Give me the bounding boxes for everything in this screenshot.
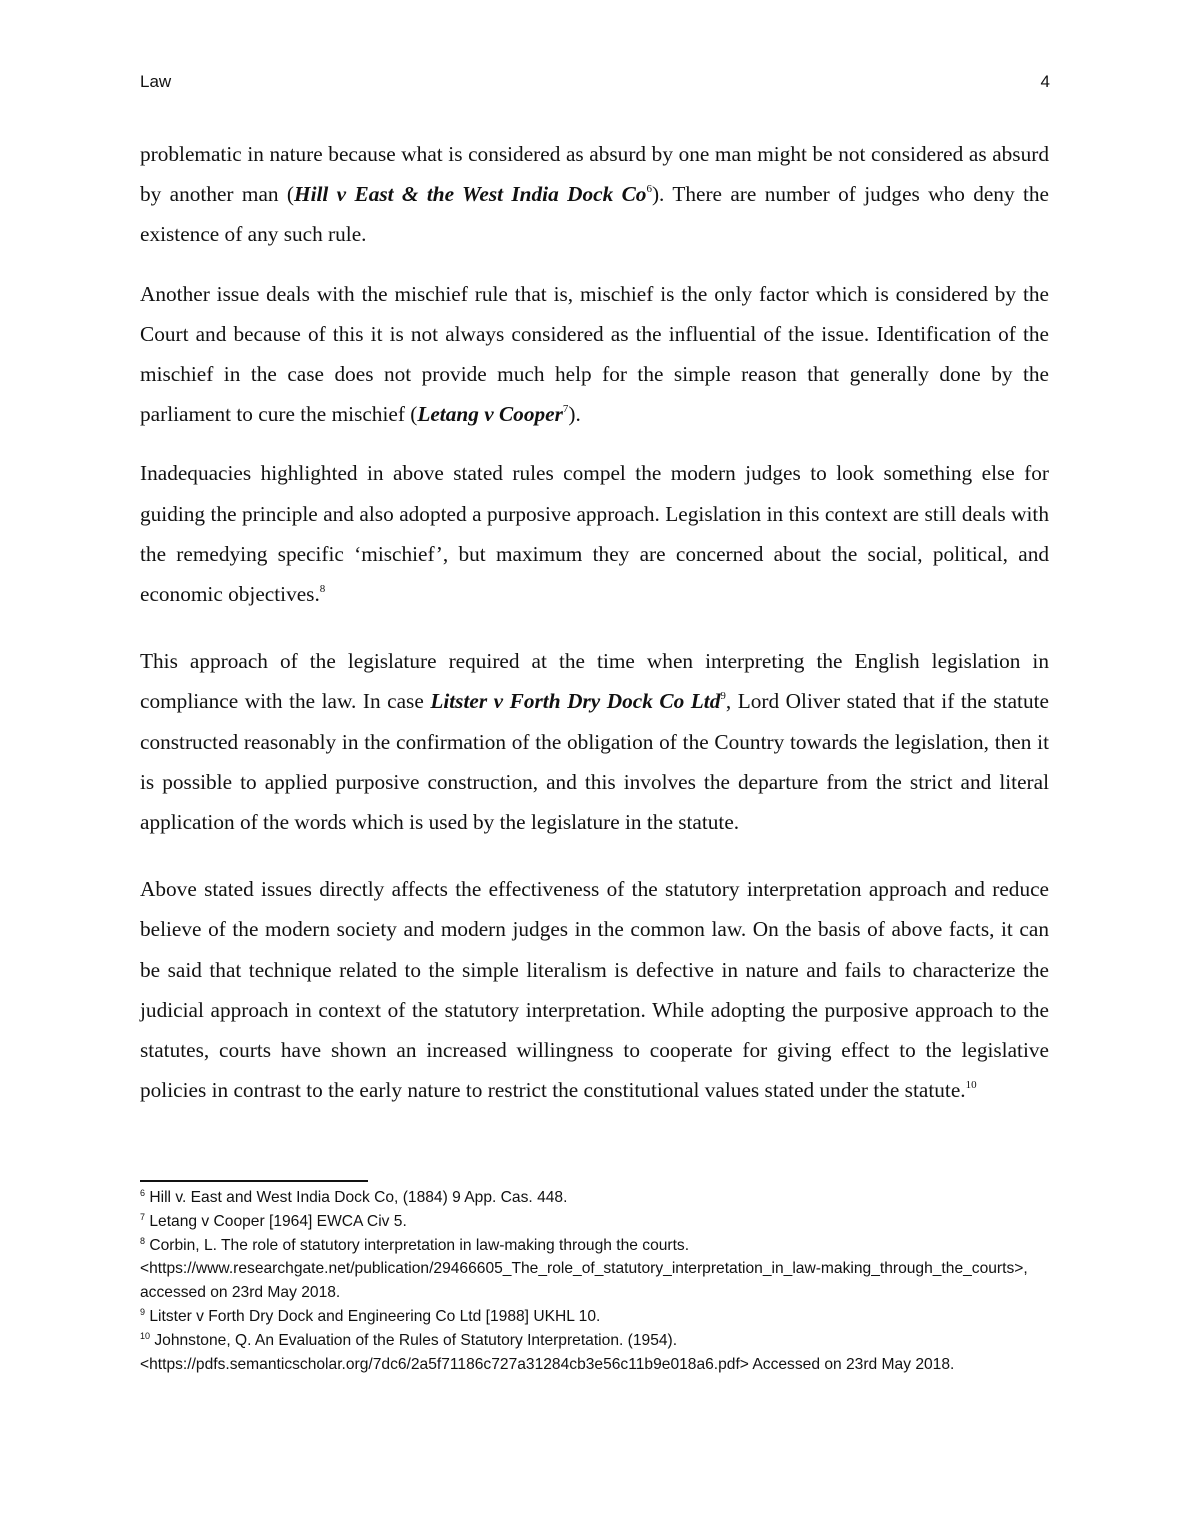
paragraph-text: Inadequacies highlighted in above stated rules compel the modern judges to look something else for guiding the principle and also adopted a purposive approach. Legislation in this context are still deals with the remedying specific ‘mischief’, but maximum they are concerned about the social, political, and economic objectives.	[140, 461, 1049, 607]
paragraph-text: ). There are number of judges who deny the existence of any such rule.	[140, 182, 1049, 247]
footnote-number: 8	[140, 1235, 146, 1246]
footnote-ref-10[interactable]: 10	[965, 1079, 977, 1092]
paragraph-1	[140, 134, 1049, 255]
document-body	[140, 134, 1049, 1110]
footnote-number: 10	[140, 1330, 151, 1341]
footnote-url[interactable]: <https://www.researchgate.net/publication/29466605_The_role_of_statutory_interpretation_in_law-making_through_the_courts>, accessed on 23rd May 2018.	[140, 1260, 1028, 1302]
footnotes	[140, 1186, 1050, 1376]
footnote-separator	[140, 1180, 368, 1182]
footnote-text: Johnstone, Q. An Evaluation of the Rules of Statutory Interpretation. (1954).	[154, 1331, 678, 1349]
paragraph-text: Another issue deals with the mischief rule that is, mischief is the only factor which is considered by the Court and because of this it is not always considered as the influential of the issue. Identification of the mischief in the case does not provide much help for the simple reason that generally done by the parliament to cure the mischief (	[140, 281, 1049, 427]
footnote-8	[140, 1234, 1050, 1305]
footnote-text: Hill v. East and West India Dock Co, (1884) 9 App. Cas. 448.	[149, 1189, 568, 1206]
header-title: Law	[140, 72, 172, 91]
footnote-ref-6[interactable]: 6	[646, 183, 652, 196]
page-header	[140, 72, 1050, 96]
footnote-text: Litster v Forth Dry Dock and Engineering Co Ltd [1988] UKHL 10.	[149, 1307, 601, 1325]
footnote-number: 9	[140, 1306, 146, 1317]
footnote-ref-8[interactable]: 8	[319, 583, 326, 596]
footnote-number: 6	[140, 1188, 146, 1198]
case-citation: Letang v Cooper	[417, 402, 563, 427]
paragraph-text: problematic in nature because what is considered as absurd by one man might be not considered as absurd by another man (	[140, 142, 1049, 207]
footnote-text: Letang v Cooper [1964] EWCA Civ 5.	[149, 1212, 407, 1230]
paragraph-text: , Lord Oliver stated that if the statute constructed reasonably in the confirmation of the obligation of the Country towards the legislation, then it is possible to applied purposive construction, and this involves the departure from the strict and literal application of the words which is used by the legislature in the statute.	[140, 689, 1049, 835]
footnote-text: Corbin, L. The role of statutory interpretation in law-making through the courts.	[149, 1236, 690, 1254]
paragraph-text: Above stated issues directly affects the effectiveness of the statutory interpretation approach and reduce believe of the modern society and modern judges in the common law. On the basis of above facts, it can be said that technique related to the simple literalism is defective in nature and fails to characterize the judicial approach in context of the statutory interpretation. While adopting the purposive approach to the statutes, courts have shown an increased willingness to cooperate for giving effect to the legislative policies in contrast to the early nature to restrict the constitutional values stated under the statute.	[140, 877, 1049, 1103]
paragraph-5	[140, 869, 1049, 1110]
footnote-10	[140, 1329, 1050, 1377]
footnote-6	[140, 1186, 1050, 1210]
footnote-7	[140, 1210, 1050, 1234]
footnote-ref-7[interactable]: 7	[562, 403, 569, 416]
paragraph-2	[140, 274, 1049, 435]
footnote-url[interactable]: <https://pdfs.semanticscholar.org/7dc6/2a5f71186c727a31284cb3e56c11b9e018a6.pdf> Accessed on 23rd May 2018.	[140, 1355, 955, 1373]
footnote-9	[140, 1305, 1050, 1329]
page-number: 4	[1040, 72, 1050, 91]
case-citation: Litster v Forth Dry Dock Co Ltd	[430, 689, 721, 714]
paragraph-3	[140, 453, 1049, 614]
case-citation: Hill v East & the West India Dock Co	[294, 182, 647, 207]
paragraph-4	[140, 641, 1049, 842]
footnote-number: 7	[140, 1211, 146, 1222]
paragraph-text: ).	[568, 402, 581, 427]
footnote-ref-9[interactable]: 9	[720, 690, 726, 703]
paragraph-text: This approach of the legislature required at the time when interpreting the English legislation in compliance with the law. In case	[140, 649, 1049, 714]
